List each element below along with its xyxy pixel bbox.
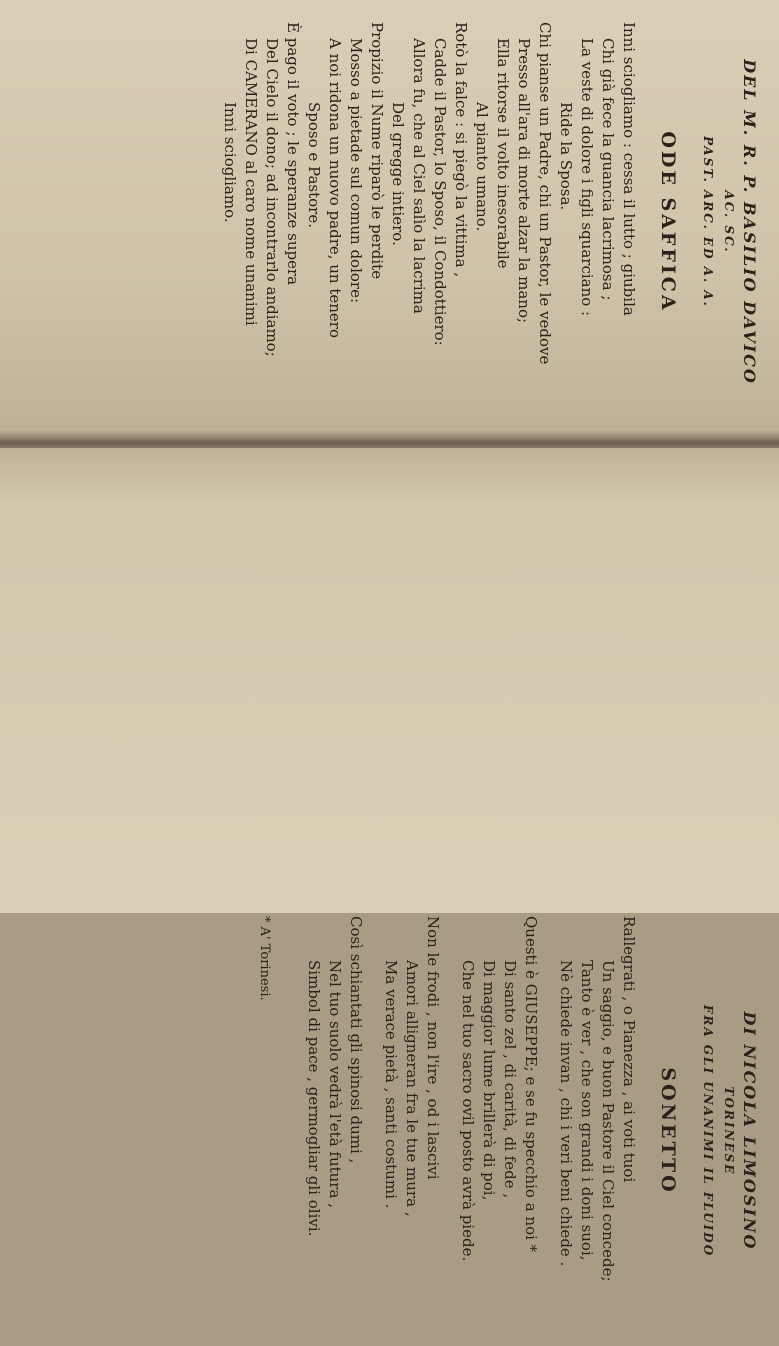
verse-line: La veste di dolore i figli squarciano : [578,38,596,317]
verse-line: Rotò la falce : si piegò la vittima , [452,22,470,278]
stanza [457,916,541,1346]
verse-line: Cadde il Pastor, lo Sposo, il Condottiero: [431,38,449,346]
stanza [380,916,443,1346]
verse-line: È pago il voto ; le speranze supera [284,22,302,286]
stanza [219,22,303,422]
verse-line: Questi è GIUSEPPE; e se fu specchio a noi * [522,916,540,1253]
footnote: * A' Torinesi. [257,916,272,1001]
stanza [555,916,639,1346]
verse-line: Inni sciogliamo : cessa il lutto ; giubila [620,22,638,316]
verse-line: Che nel tuo sacro ovil posto avrà piede. [459,960,477,1262]
author-affiliation: TORINESE [722,1086,736,1176]
verse-line: Ella ritorse il volto inesorabile [494,38,512,269]
upper-page [0,0,779,440]
author-affiliation: PAST. ARC. ED A. A. [701,136,715,308]
verse-line: Simbol di pace , germogliar gli olivi. [305,960,323,1237]
verse-line: Di CAMERANO al caro nome unanimi [242,38,260,326]
verse-line: Chi pianse un Padre, chi un Pastor, le vedove [536,22,554,365]
verse-line: Ride la Sposa. [557,102,575,211]
stanza [387,22,471,422]
verse-line: Un saggio, e buon Pastore il Ciel concede; [599,960,617,1282]
author-affiliation: AC. SC. [722,190,736,254]
verse-line: Sposo e Pastore. [305,102,323,228]
stanza [555,22,639,422]
author-name: DEL M. R. P. BASILIO DAVICO [740,59,759,385]
ode-saffica-text [30,22,760,422]
sonetto-text [30,916,760,1346]
verse-line: Presso all'ara di morte alzar la mano; [515,38,533,324]
verse-line: Nè chiede invan , chi i veri beni chiede . [557,960,575,1267]
verse-line: Del gregge intiero. [389,102,407,246]
poem-title: SONETTO [657,1067,679,1195]
verse-line: Allora fu, che al Ciel salìo la lacrima [410,38,428,314]
verse-line: Mosso a pietade sul comun dolore: [347,38,365,304]
verse-line: Propizio il Nume riparò le perdite [368,22,386,280]
verse-line: Non le frodi , non l'ire , od i lascivi [424,916,442,1180]
verse-line: Chi già fece la guancia lacrimosa ; [599,38,617,301]
verse-line: Del Cielo il dono; ad incontrarlo andiamo; [263,38,281,357]
stanza [303,916,366,1346]
verse-line: Ma verace pietà , santi costumi . [382,960,400,1209]
stanza [471,22,555,422]
poem-title: ODE SAFFICA [657,131,679,313]
verse-line: Inni sciogliamo. [221,102,239,223]
author-name: DI NICOLA LIMOSINO [740,1011,759,1251]
verse-line: A noi ridona un nuovo padre, un tenero [326,38,344,339]
stanza [303,22,387,422]
verse-line: Così schiantati gli spinosi dumi , [347,916,365,1164]
verse-line: Rallegrati , o Pianezza , ai voti tuoi [620,916,638,1183]
verse-line: Al pianto umano. [473,102,491,232]
verse-line: Nel tuo suolo vedrà l'età futura , [326,960,344,1208]
lower-page [0,448,779,1282]
verse-line: Di maggior lume brillerà di poi, [480,960,498,1201]
author-affiliation: FRA GLI UNANIMI IL FLUIDO [701,1004,715,1258]
verse-line: Tanto è ver , che son grandi i doni suoi, [578,960,596,1261]
verse-line: Di santo zel , di carità, di fede , [501,960,519,1199]
verse-line: Amori alligneran fra le tue mura , [403,960,421,1217]
